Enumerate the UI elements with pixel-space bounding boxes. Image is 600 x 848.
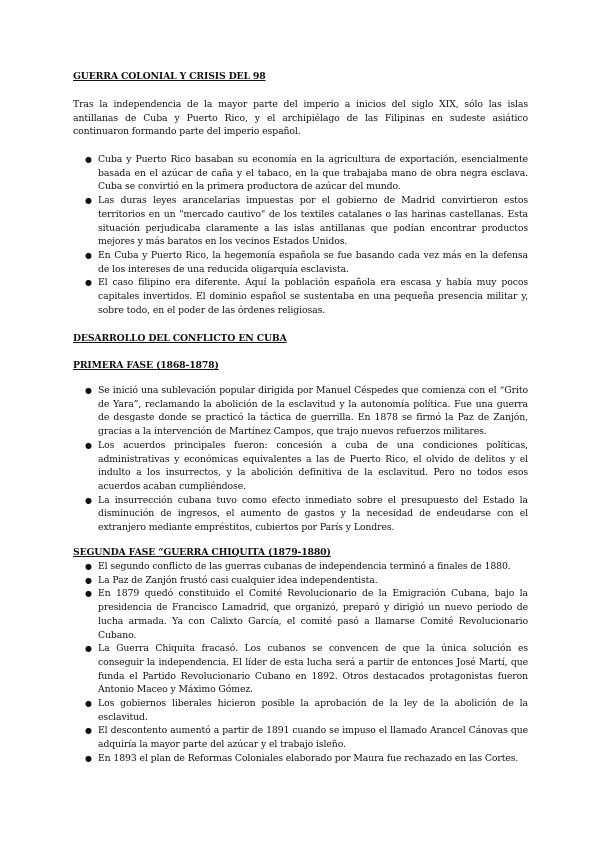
list-item: ● Los gobiernos liberales hicieron posible la aprobación de la ley de la abolición de la esclavitud. — [85, 698, 528, 723]
bullet-icon: ● — [85, 562, 92, 571]
bullet-icon: ● — [85, 644, 92, 654]
list-segunda-fase — [73, 560, 528, 766]
list-item: ● El caso filipino era diferente. Aquí la población española era escasa y había muy pocos capitales invertidos. El dominio español se sustentaba en una pequeña presencia militar y, sobre todo, en el poder de las órdenes religiosas. — [85, 277, 528, 316]
bullet-icon: ● — [85, 726, 92, 736]
list-primera-fase — [73, 384, 528, 535]
bullet-icon: ● — [85, 440, 92, 450]
list-item: ● Los acuerdos principales fueron: concesión a cuba de una condiciones políticas, administrativas y económicas equivalentes a las de Puerto Rico, el olvido de delitos y el indulto a los insurrectos, y la abolición definitiva de la esclavitud. Pero no todos esos acuerdos acaban cumpliéndose. — [85, 439, 528, 492]
bullet-icon: ● — [85, 250, 92, 260]
list-item: ● En 1879 quedó constituido el Comité Revolucionario de la Emigración Cubana, bajo la presidencia de Francisco Lamadrid, que organizó, preparó y dirigió un nuevo periodo de lucha armada. Ya con Calixto García, el comité pasó a llamarse Comité Revolucionario Cubano. — [85, 588, 528, 641]
list-item: ● Cuba y Puerto Rico basaban su economía en la agricultura de exportación, esencialmente basada en el azúcar de caña y el tabaco, en la que trabajaba mano de obra negra esclava. Cuba se convirtió en la primera productora de azúcar del mundo. — [85, 154, 528, 193]
heading-primera-fase: PRIMERA FASE (1868-1878) — [73, 360, 219, 371]
list-item: ● El descontento aumentó a partir de 1891 cuando se impuso el llamado Arancel Cánovas que adquiría la mayor parte del azúcar y el trabajo isleño. — [85, 725, 528, 751]
list-item: ● La Guerra Chiquita fracasó. Los cubanos se convencen de que la única solución es conseguir la independencia. El líder de esta lucha será a partir de entonces José Martí, que funda el Partido Revolucionario Cubano en 1892. Otros destacados protagonistas fueron Antonio Maceo y Máximo Gómez. — [85, 643, 528, 696]
bullet-icon: ● — [85, 278, 92, 288]
heading-desarrollo-conflicto: DESARROLLO DEL CONFLICTO EN CUBA — [73, 333, 287, 344]
bullet-icon: ● — [85, 699, 92, 709]
list-item: ● En Cuba y Puerto Rico, la hegemonía española se fue basando cada vez más en la defensa de los intereses de una reducida oligarquía esclavista. — [85, 249, 528, 275]
bullet-icon: ● — [85, 155, 92, 164]
bullet-icon: ● — [85, 386, 92, 395]
list-item: ● Se inició una sublevación popular dirigida por Manuel Céspedes que comienza con el “Grito de Yara”, reclamando la abolición de la esclavitud y la autonomía política. Fue una guerra de desgaste donde se practicó la táctica de guerrilla. En 1878 se firmó la Paz de Zanjón, gracias a la intervención de Martínez Campos, que trajo nuevos refuerzos militares. — [85, 385, 528, 438]
bullet-icon: ● — [85, 589, 92, 599]
list-item: ● La Paz de Zanjón frustó casi cualquier idea independentista. — [85, 574, 378, 586]
bullet-icon: ● — [85, 575, 92, 585]
list-item: ● El segundo conflicto de las guerras cubanas de independencia terminó a finales de 1880. — [85, 561, 511, 572]
bullet-icon: ● — [85, 495, 92, 505]
bullet-icon: ● — [85, 753, 92, 763]
list-item: ● En 1893 el plan de Reformas Coloniales elaborado por Maura fue rechazado en las Cortes. — [85, 752, 519, 764]
heading-segunda-fase: SEGUNDA FASE “GUERRA CHIQUITA (1879-1880) — [73, 547, 331, 558]
list-item: ● Las duras leyes arancelarias impuestas por el gobierno de Madrid convirtieron estos territorios en un "mercado cautivo" de los textiles catalanes o las harinas castellanas. Esta situación perjudicaba claramente a las islas antillanas que podían encontrar productos mejores y más baratos en los vecinos Estados Unidos. — [85, 195, 528, 248]
heading-guerra-colonial: GUERRA COLONIAL Y CRISIS DEL 98 — [73, 71, 266, 82]
list-item: ● La insurrección cubana tuvo como efecto inmediato sobre el presupuesto del Estado la disminución de ingresos, el aumento de gastos y la necesidad de endeudarse con el extranjero mediante empréstitos, cubiertos por París y Londres. — [85, 494, 528, 534]
list-context — [73, 153, 528, 317]
intro-paragraph: Tras la independencia de la mayor parte del imperio a inicios del siglo XIX, sólo las islas antillanas de Cuba y Puerto Rico, y el archipiélago de las Filipinas en sudeste asiático continuaron formando parte del imperio español. — [73, 99, 528, 138]
bullet-icon: ● — [85, 196, 92, 206]
